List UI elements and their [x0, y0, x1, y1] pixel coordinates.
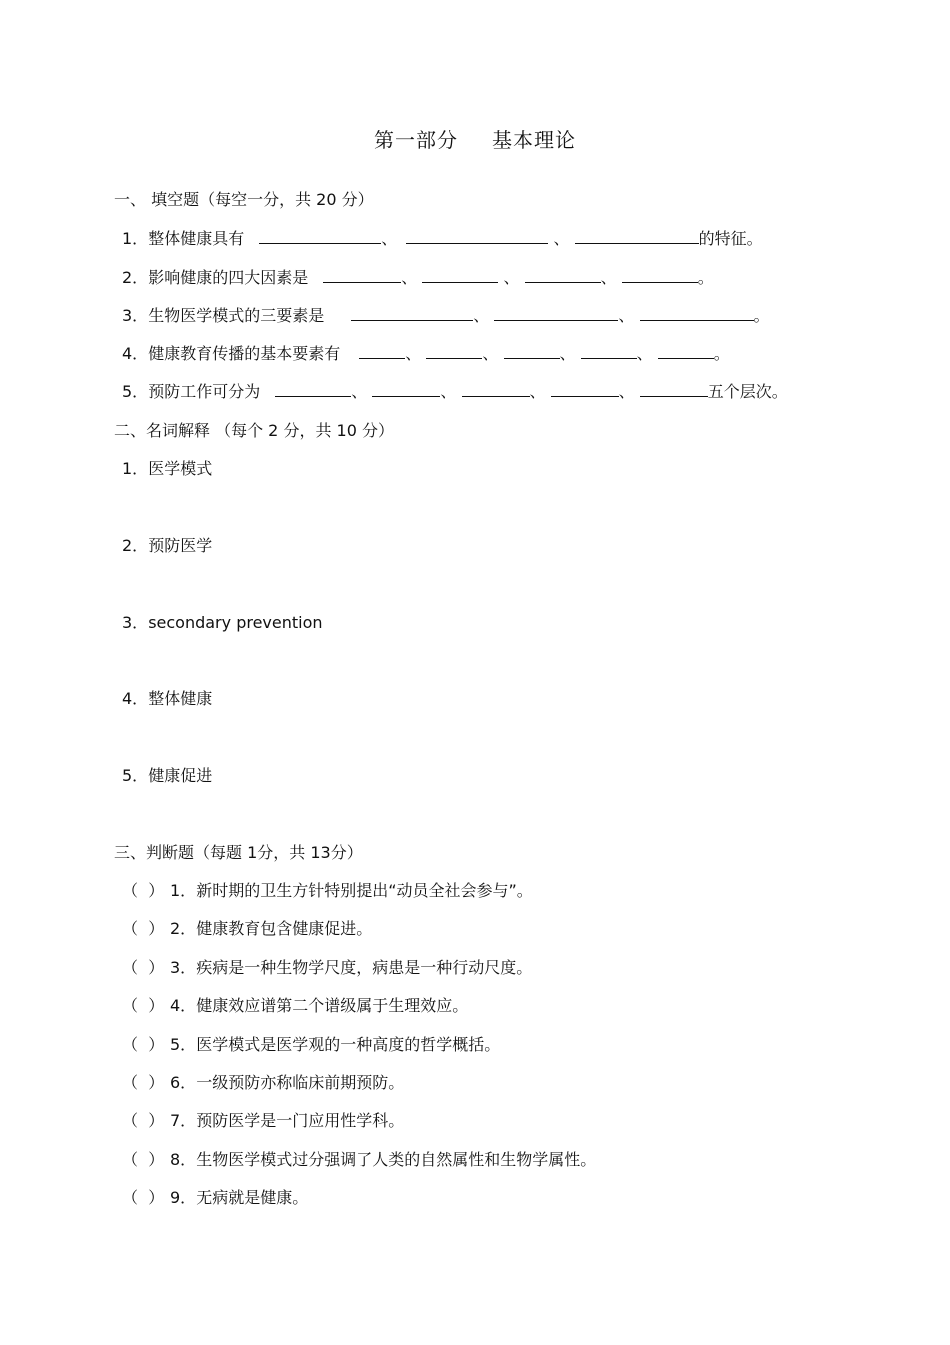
item-tail: 。 [713, 344, 730, 363]
title-subject: 基本理论 [492, 128, 576, 152]
answer-blank[interactable] [359, 343, 405, 359]
answer-parentheses[interactable]: （ ） [122, 881, 165, 900]
separator: 、 [529, 382, 546, 401]
answer-parentheses[interactable]: （ ） [122, 1150, 165, 1169]
answer-blank[interactable] [494, 305, 618, 321]
separator: 、 [559, 344, 576, 363]
title-part: 第一部分 [374, 128, 458, 152]
item-number: 5． [122, 766, 149, 785]
answer-blank[interactable] [351, 305, 473, 321]
answer-blank[interactable] [504, 343, 560, 359]
item-text: secondary prevention [148, 613, 323, 632]
item-text: 医学模式是医学观的一种高度的哲学概括。 [196, 1035, 501, 1054]
item-number: 7． [170, 1111, 197, 1130]
item-number: 1． [122, 459, 149, 478]
page-title [0, 124, 950, 153]
item-text: 生物医学模式的三要素是 [148, 306, 325, 325]
answer-blank[interactable] [551, 381, 619, 397]
term-item-5 [122, 765, 212, 787]
judge-item-5 [122, 1034, 500, 1056]
answer-blank[interactable] [275, 381, 351, 397]
item-number: 1． [170, 881, 197, 900]
item-tail: 。 [753, 306, 770, 325]
item-text: 影响健康的四大因素是 [148, 268, 309, 287]
item-text: 预防医学是一门应用性学科。 [196, 1111, 405, 1130]
section1-heading: 一、 填空题（每空一分，共 20 分） [114, 190, 374, 209]
separator: 、 [503, 268, 520, 287]
item-number: 1． [122, 229, 149, 248]
separator: 、 [381, 229, 398, 248]
item-text: 无病就是健康。 [196, 1188, 309, 1207]
item-text: 健康促进 [148, 766, 213, 785]
item-text: 健康教育包含健康促进。 [196, 919, 373, 938]
answer-blank[interactable] [462, 381, 530, 397]
separator: 、 [440, 382, 457, 401]
item-number: 4． [122, 689, 149, 708]
answer-parentheses[interactable]: （ ） [122, 1188, 165, 1207]
separator: 、 [618, 306, 635, 325]
separator: 、 [636, 344, 653, 363]
section2-heading: 二、名词解释 （每个 2 分，共 10 分） [114, 421, 394, 440]
item-number: 2． [122, 268, 149, 287]
item-number: 2． [122, 536, 149, 555]
answer-blank[interactable] [658, 343, 714, 359]
judge-item-8 [122, 1149, 596, 1171]
item-text: 新时期的卫生方针特别提出“动员全社会参与”。 [196, 881, 533, 900]
item-text: 一级预防亦称临床前期预防。 [196, 1073, 405, 1092]
answer-blank[interactable] [640, 305, 754, 321]
answer-blank[interactable] [259, 228, 381, 244]
answer-parentheses[interactable]: （ ） [122, 919, 165, 938]
item-number: 3． [122, 306, 149, 325]
answer-blank[interactable] [372, 381, 440, 397]
item-number: 4． [170, 996, 197, 1015]
item-number: 8． [170, 1150, 197, 1169]
section3-heading: 三、判断题（每题 1分，共 13分） [114, 843, 363, 862]
separator: 、 [618, 382, 635, 401]
fill-item-1 [122, 228, 763, 250]
item-text: 整体健康 [148, 689, 213, 708]
item-text: 疾病是一种生物学尺度，病患是一种行动尺度。 [196, 958, 533, 977]
answer-blank[interactable] [640, 381, 708, 397]
judge-item-7 [122, 1110, 404, 1132]
separator: 、 [401, 268, 418, 287]
term-item-1 [122, 458, 212, 480]
item-number: 5． [122, 382, 149, 401]
item-number: 2． [170, 919, 197, 938]
fill-item-2 [122, 267, 714, 289]
item-text: 整体健康具有 [148, 229, 245, 248]
answer-parentheses[interactable]: （ ） [122, 1111, 165, 1130]
item-tail: 的特征。 [698, 229, 763, 248]
item-text: 预防医学 [148, 536, 213, 555]
judge-item-1 [122, 880, 533, 902]
answer-blank[interactable] [575, 228, 699, 244]
separator: 、 [473, 306, 490, 325]
answer-blank[interactable] [622, 267, 698, 283]
answer-parentheses[interactable]: （ ） [122, 1035, 165, 1054]
answer-blank[interactable] [406, 228, 548, 244]
item-tail: 五个层次。 [707, 382, 788, 401]
judge-item-4 [122, 995, 468, 1017]
judge-item-2 [122, 918, 372, 940]
separator: 、 [482, 344, 499, 363]
item-text: 健康效应谱第二个谱级属于生理效应。 [196, 996, 469, 1015]
term-item-3 [122, 612, 323, 634]
term-item-4 [122, 688, 212, 710]
item-number: 6． [170, 1073, 197, 1092]
judge-item-9 [122, 1187, 308, 1209]
item-text: 预防工作可分为 [148, 382, 261, 401]
item-number: 5． [170, 1035, 197, 1054]
fill-item-5 [122, 381, 788, 403]
item-number: 4． [122, 344, 149, 363]
separator: 、 [405, 344, 422, 363]
item-number: 9． [170, 1188, 197, 1207]
fill-item-4 [122, 343, 730, 365]
item-number: 3． [122, 613, 149, 632]
answer-blank[interactable] [581, 343, 637, 359]
answer-blank[interactable] [426, 343, 482, 359]
item-tail: 。 [697, 268, 714, 287]
item-text: 健康教育传播的基本要素有 [148, 344, 341, 363]
answer-parentheses[interactable]: （ ） [122, 958, 165, 977]
judge-item-6 [122, 1072, 404, 1094]
separator: 、 [600, 268, 617, 287]
answer-blank[interactable] [525, 267, 601, 283]
fill-item-3 [122, 305, 770, 327]
separator: 、 [553, 229, 570, 248]
answer-parentheses[interactable]: （ ） [122, 1073, 165, 1092]
separator: 、 [351, 382, 368, 401]
answer-blank[interactable] [422, 267, 498, 283]
item-text: 医学模式 [148, 459, 213, 478]
term-item-2 [122, 535, 212, 557]
answer-parentheses[interactable]: （ ） [122, 996, 165, 1015]
answer-blank[interactable] [323, 267, 401, 283]
item-number: 3． [170, 958, 197, 977]
item-text: 生物医学模式过分强调了人类的自然属性和生物学属性。 [196, 1150, 597, 1169]
judge-item-3 [122, 957, 532, 979]
